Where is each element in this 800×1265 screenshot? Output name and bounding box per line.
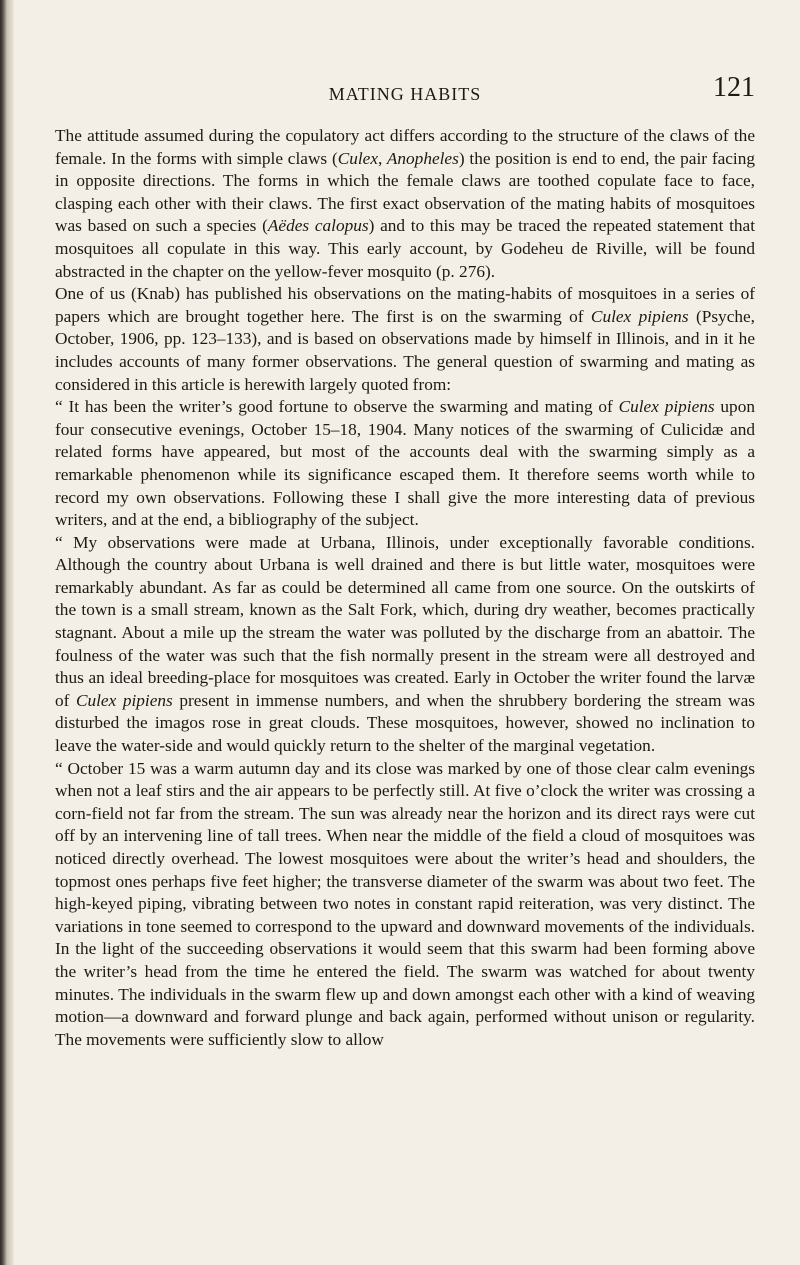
text-run: “ October 15 was a warm autumn day and its close was marked by one of those clear calm evenings when not a leaf stirs and the air appears to be perfectly still. At five o’clock the writer was crossing a corn-field not far from the stream. The sun was already near the horizon and its direct rays were cut off by an intervening line of tall trees. When near the middle of the field a cloud of mosquitoes was noticed directly overhead. The lowest mosquitoes were about the writer’s head and shoulders, the topmost ones perhaps five feet higher; the transverse diameter of the swarm was about two feet. The high-keyed piping, vibrating between two notes in constant rapid reiteration, was very distinct. The variations in tone seemed to correspond to the upward and downward movements of the individuals. In the light of the succeeding observations it would seem that this swarm had been forming above the writer’s head from the time he entered the field. The swarm was watched for about twenty minutes. The individuals in the swarm flew up and down amongst each other with a kind of weaving motion—a downward and forward plunge and back again, performed without unison or regularity. The movements were sufficiently slow to allow xyxy=(55,758,755,1049)
page-binding-edge xyxy=(0,0,14,1265)
paragraph xyxy=(55,532,755,758)
text-run: present in immense numbers, and when the shrubbery bordering the stream was disturbed the imagos rose in great clouds. These mosquitoes, however, showed no inclination to leave the water-side and would quickly return to the shelter of the marginal vegetation. xyxy=(55,690,755,756)
text-run: upon four consecutive evenings, October 15–18, 1904. Many notices of the swarming of Culicidæ and related forms have appeared, but most of the accounts deal with the swarming simply as a remarkable phenomenon while its significance escaped them. It therefore seems worth while to record my own observations. Following these I shall give the more interesting data of previous writers, and at the end, a bibliography of the subject. xyxy=(55,397,755,530)
book-page xyxy=(55,70,755,1051)
paragraph xyxy=(55,758,755,1052)
text-run: “ My observations were made at Urbana, Illinois, under exceptionally favorable conditions. Although the country about Urbana is well drained and there is but little water, mosquitoes were remarkably abundant. As far as could be determined all came from one source. On the outskirts of the town is a small stream, known as the Salt Fork, which, during dry weather, becomes practically stagnant. About a mile up the stream the water was polluted by the discharge from an abattoir. The foulness of the water was such that the fish normally present in the stream were all destroyed and thus an ideal breeding-place for mosquitoes was created. Early in October the writer found the larvæ of xyxy=(55,532,755,710)
text-run: (Psyche, October, 1906, pp. 123–133), and is based on observations made by himself in Illinois, and in it he includes accounts of many former observations. The general question of swarming and mating as considered in this article is herewith largely quoted from: xyxy=(55,306,755,394)
paragraph xyxy=(55,283,755,396)
paragraph xyxy=(55,125,755,283)
running-head xyxy=(55,70,755,110)
italic-text-run: Culex, Anopheles xyxy=(337,148,459,168)
italic-text-run: Aëdes calopus xyxy=(267,216,369,236)
italic-text-run: Culex pipiens xyxy=(590,306,689,326)
text-run: The attitude assumed during the copulatory act differs according to the structure of the claws of the female. In the forms with simple claws ( xyxy=(55,126,755,168)
text-run: ) and to this may be traced the repeated statement that mosquitoes all copulate in this way. This early account, by Godeheu de Riville, will be found abstracted in the chapter on the yellow-fever mosquito (p. 276). xyxy=(55,216,756,281)
italic-text-run: Culex pipiens xyxy=(618,397,715,417)
page-number: 121 xyxy=(713,72,755,103)
italic-text-run: Culex pipiens xyxy=(75,690,173,710)
running-head-title: MATING HABITS xyxy=(328,84,482,104)
paragraph xyxy=(55,396,755,532)
body-text xyxy=(55,125,755,1051)
text-run: One of us (Knab) has published his observations on the mating-habits of mosquitoes in a series of papers which are brought together here. The first is on the swarming of xyxy=(55,284,755,326)
text-run: ) the position is end to end, the pair facing in opposite directions. The forms in which the female claws are toothed copulate face to face, clasping each other with their claws. The first exact observation of the mating habits of mosquitoes was based on such a species ( xyxy=(55,148,755,236)
text-run: “ It has been the writer’s good fortune to observe the swarming and mating of xyxy=(55,397,619,417)
